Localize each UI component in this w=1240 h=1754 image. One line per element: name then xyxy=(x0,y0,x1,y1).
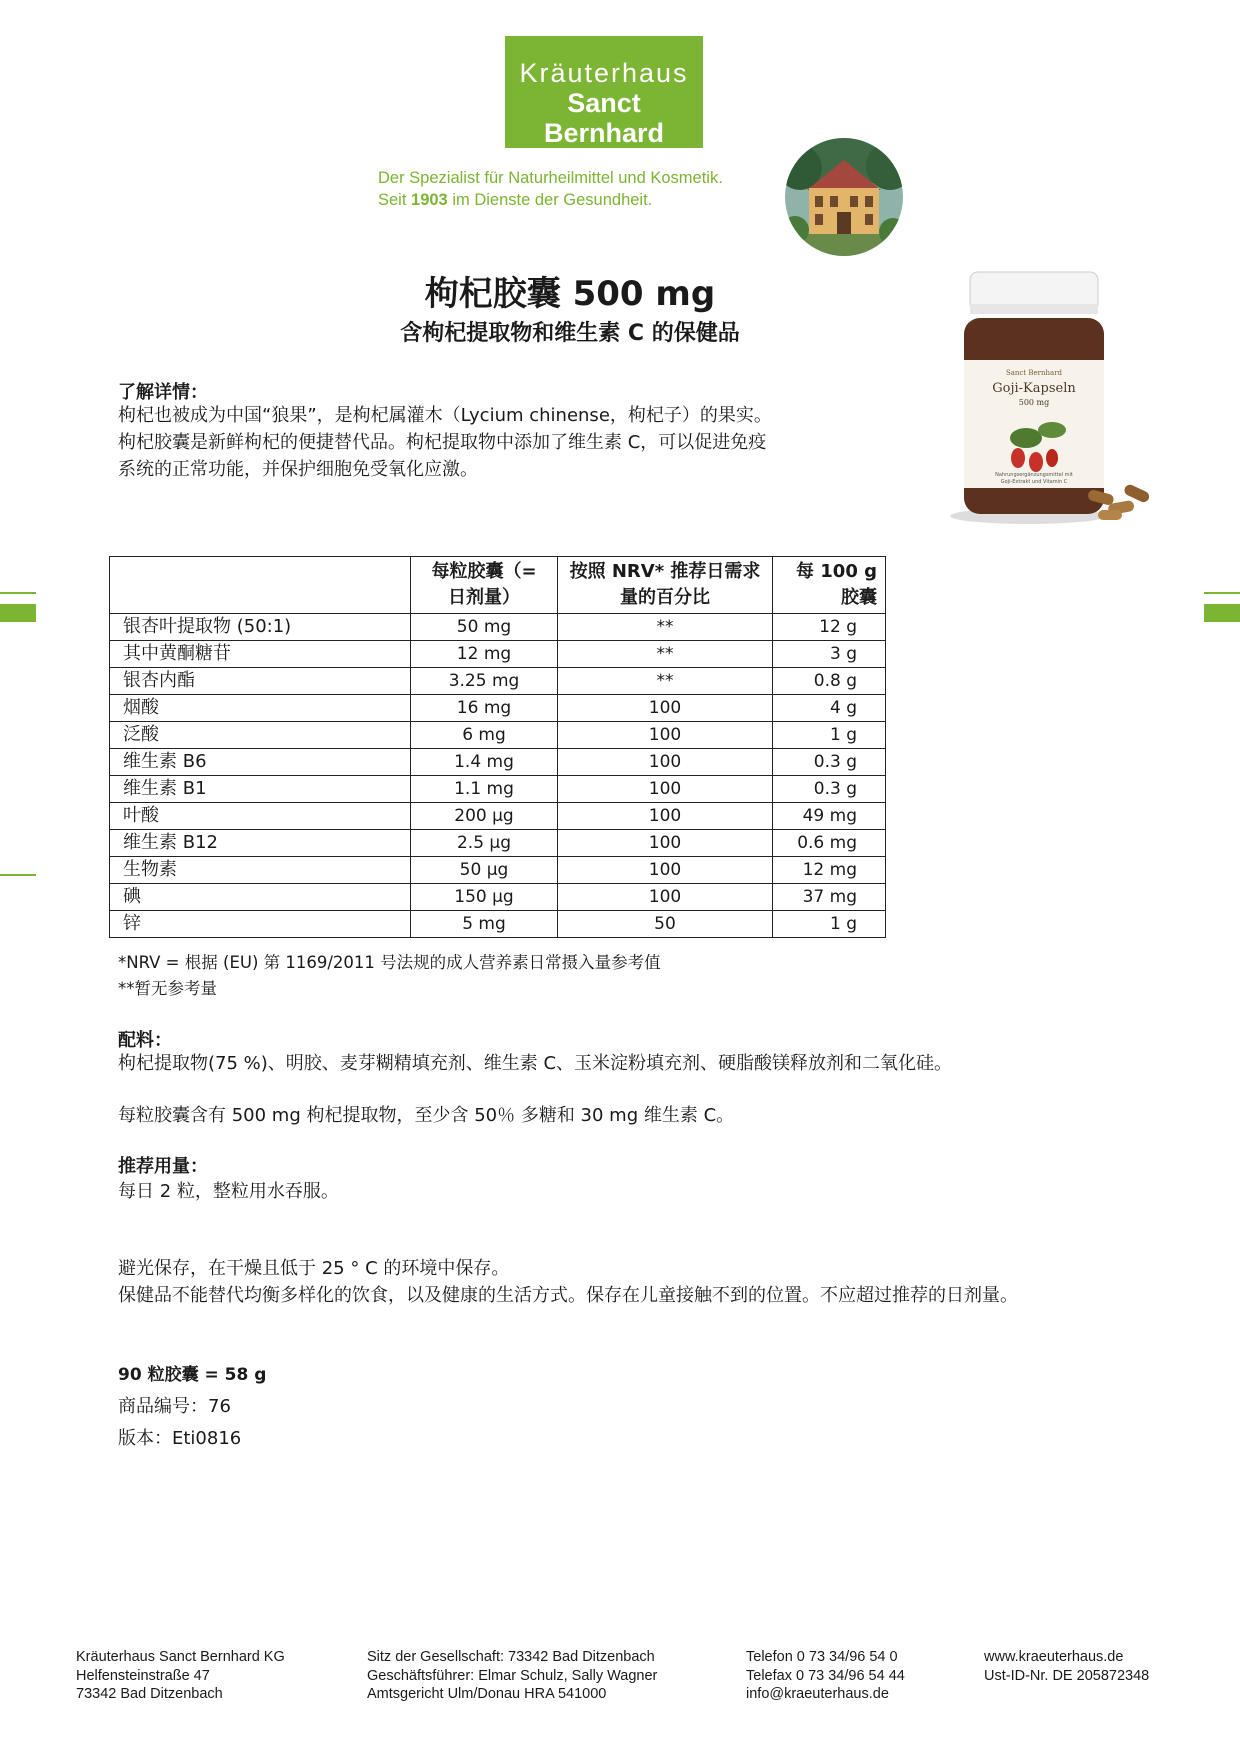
package-contents: 90 粒胶囊 = 58 g xyxy=(118,1365,267,1385)
side-mark-line xyxy=(1204,592,1240,594)
per-capsule-value: 200 µg xyxy=(411,803,558,830)
logo-line1: Kräuterhaus xyxy=(519,58,689,88)
logo-line2: Sanct Bernhard xyxy=(543,88,665,148)
table-row xyxy=(110,776,886,803)
table-header-cell xyxy=(110,557,411,614)
footer-line: Helfensteinstraße 47 xyxy=(76,1667,210,1684)
nutrient-name: 生物素 xyxy=(110,857,411,884)
intro-line: 枸杞胶囊是新鲜枸杞的便捷替代品。枸杞提取物中添加了维生素 C，可以促进免疫 xyxy=(118,432,767,453)
per-capsule-value: 6 mg xyxy=(411,722,558,749)
footer-address xyxy=(76,1648,285,1704)
table-row xyxy=(110,614,886,641)
per-capsule-value: 1.1 mg xyxy=(411,776,558,803)
nrv-percent: 50 xyxy=(558,911,773,938)
building-photo xyxy=(785,138,903,256)
nrv-percent: ** xyxy=(558,614,773,641)
product-desc2: Goji-Extrakt und Vitamin C xyxy=(1000,479,1068,485)
nutrient-name: 锌 xyxy=(110,911,411,938)
ingredients-heading: 配料： xyxy=(118,1030,172,1051)
nutrient-name: 泛酸 xyxy=(110,722,411,749)
per-100g-value: 0.3 g xyxy=(773,776,886,803)
product-image xyxy=(948,270,1163,530)
intro-line: 系统的正常功能，并保护细胞免受氧化应激。 xyxy=(118,459,478,480)
table-row xyxy=(110,641,886,668)
per-capsule-value: 150 µg xyxy=(411,884,558,911)
product-desc1: Nahrungsergänzungsmittel mit xyxy=(995,472,1073,478)
per-100g-value: 0.8 g xyxy=(773,668,886,695)
per-capsule-value: 12 mg xyxy=(411,641,558,668)
per-100g-value: 12 mg xyxy=(773,857,886,884)
table-row xyxy=(110,722,886,749)
per-capsule-value: 50 mg xyxy=(411,614,558,641)
header-nrv: 按照 NRV* 推荐日需求 量的百分比 xyxy=(569,561,761,608)
footnote-none: **暂无参考量 xyxy=(118,979,217,998)
table-row xyxy=(110,884,886,911)
product-brand: Sanct Bernhard xyxy=(1005,369,1063,377)
table-row xyxy=(110,857,886,884)
nutrient-name: 维生素 B1 xyxy=(110,776,411,803)
footer-email[interactable]: info@kraeuterhaus.de xyxy=(746,1686,889,1702)
nrv-percent: 100 xyxy=(558,722,773,749)
table-row xyxy=(110,911,886,938)
footer-website-link[interactable]: www.kraeuterhaus.de xyxy=(984,1649,1124,1665)
nrv-percent: 100 xyxy=(558,749,773,776)
header-per-100g: 每 100 g 胶囊 xyxy=(796,561,877,608)
side-mark-line xyxy=(0,592,36,594)
intro-heading: 了解详情： xyxy=(118,382,208,403)
dosage-text: 每日 2 粒，整粒用水吞服。 xyxy=(118,1181,339,1202)
per-100g-value: 0.6 mg xyxy=(773,830,886,857)
nutrient-name: 碘 xyxy=(110,884,411,911)
per-100g-value: 12 g xyxy=(773,614,886,641)
footer-line: Telefax 0 73 34/96 54 44 xyxy=(746,1667,905,1684)
footer-line: Sitz der Gesellschaft: 73342 Bad Ditzenbach xyxy=(367,1649,655,1665)
per-100g-value: 1 g xyxy=(773,722,886,749)
per-100g-value: 3 g xyxy=(773,641,886,668)
per-capsule-value: 3.25 mg xyxy=(411,668,558,695)
footer-line: Geschäftsführer: Elmar Schulz, Sally Wagner xyxy=(367,1667,658,1684)
nutrient-name: 银杏叶提取物 (50:1) xyxy=(110,614,411,641)
ingredients-text: 枸杞提取物(75 %)、明胶、麦芽糊精填充剂、维生素 C、玉米淀粉填充剂、硬脂酸镁释放剂和二氧化硅。 xyxy=(118,1053,953,1074)
tagline-line2: Seit 1903 im Dienste der Gesundheit. xyxy=(378,191,653,209)
nrv-percent: 100 xyxy=(558,803,773,830)
nutrient-name: 维生素 B6 xyxy=(110,749,411,776)
per-capsule-text: 每粒胶囊含有 500 mg 枸杞提取物，至少含 50％ 多糖和 30 mg 维生素 C。 xyxy=(118,1105,735,1126)
table-row xyxy=(110,695,886,722)
dosage-heading: 推荐用量： xyxy=(118,1156,208,1177)
intro-text xyxy=(118,402,898,483)
page-title: 枸杞胶囊 500 mg xyxy=(424,274,716,314)
side-mark-bar xyxy=(1204,604,1240,622)
per-100g-value: 37 mg xyxy=(773,884,886,911)
per-capsule-value: 50 µg xyxy=(411,857,558,884)
per-capsule-value: 2.5 µg xyxy=(411,830,558,857)
page-subtitle: 含枸杞提取物和维生素 C 的保健品 xyxy=(400,321,740,346)
footer-line: Kräuterhaus Sanct Bernhard KG xyxy=(76,1649,285,1665)
tagline xyxy=(378,167,778,211)
nutrition-table xyxy=(109,556,886,938)
per-capsule-value: 5 mg xyxy=(411,911,558,938)
article-number: 商品编号：76 xyxy=(118,1396,231,1417)
footer-line: Ust-ID-Nr. DE 205872348 xyxy=(984,1667,1150,1684)
footnote-nrv: *NRV = 根据 (EU) 第 1169/2011 号法规的成人营养素日常摄入量参考值 xyxy=(118,953,661,972)
table-header-row xyxy=(110,557,886,614)
per-100g-value: 1 g xyxy=(773,911,886,938)
storage-text xyxy=(118,1255,1218,1309)
footer-line: Telefon 0 73 34/96 54 0 xyxy=(746,1649,898,1665)
footer-web xyxy=(984,1648,1149,1685)
per-capsule-value: 1.4 mg xyxy=(411,749,558,776)
footer-line: 73342 Bad Ditzenbach xyxy=(76,1686,223,1702)
tagline-line1: Der Spezialist für Naturheilmittel und Kosmetik. xyxy=(378,169,723,187)
nrv-percent: 100 xyxy=(558,884,773,911)
product-name: Goji-Kapseln xyxy=(992,381,1076,396)
footer-line: Amtsgericht Ulm/Donau HRA 541000 xyxy=(367,1686,607,1702)
nrv-percent: 100 xyxy=(558,830,773,857)
per-capsule-value: 16 mg xyxy=(411,695,558,722)
nutrient-name: 维生素 B12 xyxy=(110,830,411,857)
brand-logo xyxy=(505,36,703,148)
nrv-percent: 100 xyxy=(558,857,773,884)
footer-company xyxy=(367,1648,657,1704)
nrv-percent: 100 xyxy=(558,695,773,722)
nrv-percent: 100 xyxy=(558,776,773,803)
table-body xyxy=(110,614,886,938)
nutrient-name: 银杏内酯 xyxy=(110,668,411,695)
table-row xyxy=(110,749,886,776)
nrv-percent: ** xyxy=(558,668,773,695)
product-dose: 500 mg xyxy=(1018,398,1050,407)
table-header-cell xyxy=(773,557,886,614)
table-row xyxy=(110,830,886,857)
storage-line: 保健品不能替代均衡多样化的饮食，以及健康的生活方式。保存在儿童接触不到的位置。不应超过推荐的日剂量。 xyxy=(118,1285,1018,1306)
footer-contact xyxy=(746,1648,905,1704)
per-100g-value: 4 g xyxy=(773,695,886,722)
nutrient-name: 叶酸 xyxy=(110,803,411,830)
nutrient-name: 烟酸 xyxy=(110,695,411,722)
side-mark-line xyxy=(0,874,36,876)
table-header-cell xyxy=(411,557,558,614)
table-header-cell xyxy=(558,557,773,614)
per-100g-value: 49 mg xyxy=(773,803,886,830)
nrv-percent: ** xyxy=(558,641,773,668)
table-row xyxy=(110,803,886,830)
table-row xyxy=(110,668,886,695)
side-mark-bar xyxy=(0,604,36,622)
intro-line: 枸杞也被成为中国“狼果”，是枸杞属灌木（Lycium chinense，枸杞子）的果实。 xyxy=(118,405,772,426)
nutrient-name: 其中黄酮糖苷 xyxy=(110,641,411,668)
version: 版本：Eti0816 xyxy=(118,1428,242,1449)
header-per-capsule: 每粒胶囊（= 日剂量） xyxy=(431,561,537,608)
per-100g-value: 0.3 g xyxy=(773,749,886,776)
storage-line: 避光保存，在干燥且低于 25 ° C 的环境中保存。 xyxy=(118,1258,510,1279)
